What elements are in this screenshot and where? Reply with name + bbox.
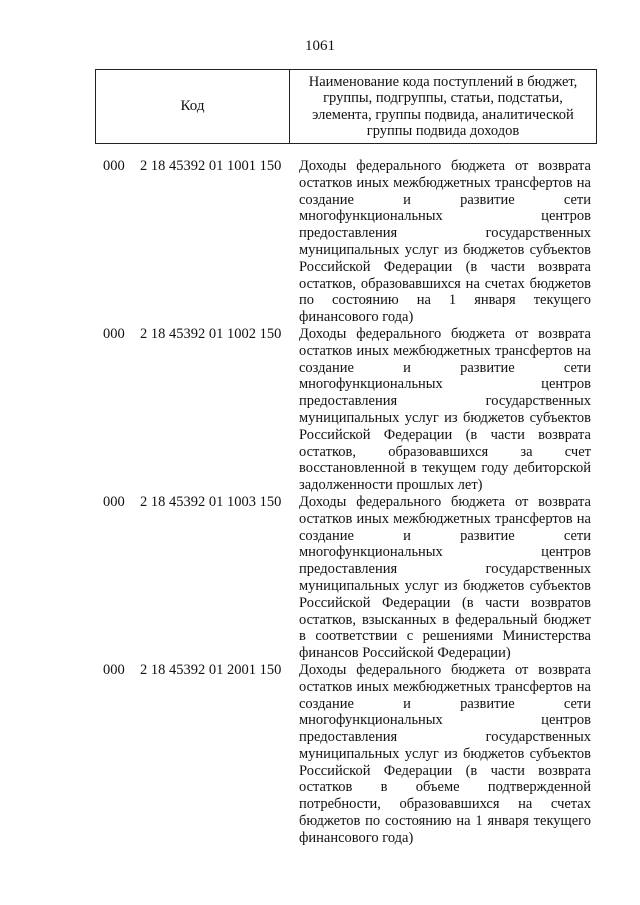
description-line: создание и развитие сети (299, 527, 591, 544)
header-name-column (290, 70, 596, 143)
description-line: финансового года) (299, 829, 414, 846)
page-number: 1061 (305, 38, 335, 54)
description-line: бюджетов по состоянию на 1 января текущего (299, 813, 591, 830)
revenue-description (299, 494, 591, 662)
description-line: предоставления государственных (299, 393, 591, 410)
admin-code: 000 (103, 325, 125, 342)
description-line: финансов Российской Федерации) (299, 645, 511, 662)
table-header (95, 69, 597, 144)
description-line: Доходы федерального бюджета от возврата (299, 325, 591, 342)
description-line: остатков в объеме подтвержденной (299, 779, 591, 796)
admin-code: 000 (103, 158, 125, 174)
header-name-line: группы подвида доходов (366, 123, 520, 139)
description-line: предоставления государственных (299, 561, 591, 578)
revenue-code: 2 18 45392 01 1001 150 (140, 158, 282, 174)
description-line: многофункциональных центров (299, 208, 591, 225)
description-line: Российской Федерации (в части возврата (299, 426, 591, 443)
description-line: потребности, образовавшихся на счетах (299, 796, 591, 813)
table-body (0, 158, 640, 847)
description-line: многофункциональных центров (299, 712, 591, 729)
description-line: остатков, взысканных в федеральный бюджет (299, 611, 591, 628)
description-line: Российской Федерации (в части возврата (299, 762, 591, 779)
description-line: Российской Федерации (в части возврата (299, 258, 591, 275)
description-line: остатков иных межбюджетных трансфертов на (299, 678, 591, 695)
description-line: Российской Федерации (в части возвратов (299, 594, 591, 611)
description-line: муниципальных услуг из бюджетов субъектов (299, 409, 591, 426)
admin-code: 000 (103, 493, 125, 510)
description-line: задолженности прошлых лет) (299, 477, 483, 494)
description-line: восстановленной в текущем году дебиторской (299, 460, 591, 477)
table-row (0, 494, 640, 662)
header-code-column: Код (96, 70, 290, 143)
description-line: муниципальных услуг из бюджетов субъектов (299, 745, 591, 762)
description-line: муниципальных услуг из бюджетов субъектов (299, 577, 591, 594)
description-line: многофункциональных центров (299, 544, 591, 561)
table-row (0, 158, 640, 326)
description-line: Доходы федерального бюджета от возврата (299, 493, 591, 510)
header-name-line: элемента, группы подвида, аналитической (312, 106, 574, 123)
description-line: остатков, образовавшихся за счет (299, 443, 591, 460)
description-line: многофункциональных центров (299, 376, 591, 393)
revenue-code: 2 18 45392 01 2001 150 (140, 661, 282, 678)
description-line: создание и развитие сети (299, 695, 591, 712)
description-line: создание и развитие сети (299, 359, 591, 376)
description-line: по состоянию на 1 января текущего (299, 292, 591, 309)
revenue-description (299, 326, 591, 494)
revenue-code: 2 18 45392 01 1003 150 (140, 493, 282, 510)
description-line: Доходы федерального бюджета от возврата (299, 158, 591, 174)
header-name-line: Наименование кода поступлений в бюджет, (308, 73, 578, 90)
description-line: предоставления государственных (299, 225, 591, 242)
description-line: остатков иных межбюджетных трансфертов на (299, 342, 591, 359)
table-row (0, 662, 640, 847)
description-line: в соответствии с решениями Министерства (299, 628, 591, 645)
revenue-code: 2 18 45392 01 1002 150 (140, 325, 282, 342)
revenue-description (299, 158, 591, 326)
description-line: муниципальных услуг из бюджетов субъектов (299, 241, 591, 258)
header-name-line: группы, подгруппы, статьи, подстатьи, (323, 90, 563, 106)
revenue-description (299, 662, 591, 847)
description-line: Доходы федерального бюджета от возврата (299, 661, 591, 678)
description-line: остатков, образовавшихся на счетах бюджетов (299, 275, 591, 292)
description-line: предоставления государственных (299, 729, 591, 746)
description-line: финансового года) (299, 309, 414, 326)
description-line: остатков иных межбюджетных трансфертов на (299, 510, 591, 527)
description-line: создание и развитие сети (299, 191, 591, 208)
table-row (0, 326, 640, 494)
description-line: остатков иных межбюджетных трансфертов на (299, 174, 591, 191)
admin-code: 000 (103, 661, 125, 678)
